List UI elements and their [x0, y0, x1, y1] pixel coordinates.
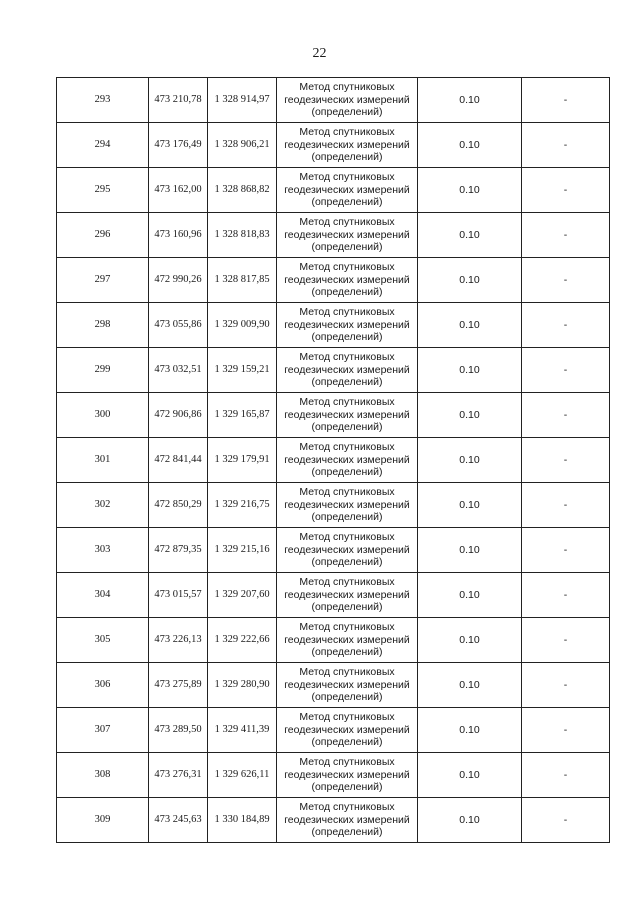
- x-coordinate-cell: 472 906,86: [149, 393, 208, 438]
- accuracy-cell: 0.10: [418, 213, 522, 258]
- x-coordinate-cell: 473 245,63: [149, 798, 208, 843]
- accuracy-cell: 0.10: [418, 393, 522, 438]
- method-line: (определений): [311, 601, 383, 614]
- table-row: [57, 573, 610, 618]
- method-line: геодезических измерений: [284, 543, 410, 556]
- y-coordinate-cell: 1 329 215,16: [208, 528, 277, 573]
- method-line: (определений): [311, 736, 383, 749]
- method-line: Метод спутниковых: [299, 306, 395, 319]
- method-line: геодезических измерений: [284, 453, 410, 466]
- method-line: геодезических измерений: [284, 363, 410, 376]
- coordinates-table: [56, 77, 610, 843]
- y-coordinate-cell: 1 329 280,90: [208, 663, 277, 708]
- method-cell: [277, 708, 418, 753]
- table-row: [57, 78, 610, 123]
- note-cell: -: [522, 618, 610, 663]
- x-coordinate-cell: 473 176,49: [149, 123, 208, 168]
- note-cell: -: [522, 348, 610, 393]
- y-coordinate-cell: 1 329 626,11: [208, 753, 277, 798]
- method-line: (определений): [311, 691, 383, 704]
- method-line: геодезических измерений: [284, 138, 410, 151]
- note-cell: -: [522, 303, 610, 348]
- method-line: (определений): [311, 286, 383, 299]
- y-coordinate-cell: 1 328 914,97: [208, 78, 277, 123]
- method-cell: [277, 573, 418, 618]
- table-row: [57, 483, 610, 528]
- table-row: [57, 663, 610, 708]
- x-coordinate-cell: 473 015,57: [149, 573, 208, 618]
- point-number-cell: 302: [57, 483, 149, 528]
- accuracy-cell: 0.10: [418, 708, 522, 753]
- accuracy-cell: 0.10: [418, 528, 522, 573]
- method-line: Метод спутниковых: [299, 171, 395, 184]
- accuracy-cell: 0.10: [418, 438, 522, 483]
- accuracy-cell: 0.10: [418, 483, 522, 528]
- x-coordinate-cell: 473 210,78: [149, 78, 208, 123]
- x-coordinate-cell: 472 841,44: [149, 438, 208, 483]
- y-coordinate-cell: 1 328 817,85: [208, 258, 277, 303]
- note-cell: -: [522, 78, 610, 123]
- y-coordinate-cell: 1 328 906,21: [208, 123, 277, 168]
- point-number-cell: 306: [57, 663, 149, 708]
- accuracy-cell: 0.10: [418, 123, 522, 168]
- method-line: (определений): [311, 241, 383, 254]
- method-line: (определений): [311, 421, 383, 434]
- point-number-cell: 305: [57, 618, 149, 663]
- method-line: (определений): [311, 466, 383, 479]
- note-cell: -: [522, 663, 610, 708]
- method-line: (определений): [311, 781, 383, 794]
- x-coordinate-cell: 472 990,26: [149, 258, 208, 303]
- point-number-cell: 296: [57, 213, 149, 258]
- x-coordinate-cell: 473 162,00: [149, 168, 208, 213]
- point-number-cell: 299: [57, 348, 149, 393]
- method-line: (определений): [311, 151, 383, 164]
- x-coordinate-cell: 472 850,29: [149, 483, 208, 528]
- x-coordinate-cell: 473 289,50: [149, 708, 208, 753]
- method-line: геодезических измерений: [284, 318, 410, 331]
- method-line: Метод спутниковых: [299, 441, 395, 454]
- method-line: геодезических измерений: [284, 93, 410, 106]
- method-line: Метод спутниковых: [299, 216, 395, 229]
- table-row: [57, 708, 610, 753]
- accuracy-cell: 0.10: [418, 798, 522, 843]
- method-line: (определений): [311, 646, 383, 659]
- point-number-cell: 303: [57, 528, 149, 573]
- y-coordinate-cell: 1 329 165,87: [208, 393, 277, 438]
- y-coordinate-cell: 1 329 207,60: [208, 573, 277, 618]
- point-number-cell: 293: [57, 78, 149, 123]
- method-line: геодезических измерений: [284, 228, 410, 241]
- table-row: [57, 168, 610, 213]
- method-cell: [277, 348, 418, 393]
- table-row: [57, 123, 610, 168]
- note-cell: -: [522, 213, 610, 258]
- table-row: [57, 213, 610, 258]
- point-number-cell: 301: [57, 438, 149, 483]
- y-coordinate-cell: 1 329 179,91: [208, 438, 277, 483]
- method-line: геодезических измерений: [284, 498, 410, 511]
- x-coordinate-cell: 473 226,13: [149, 618, 208, 663]
- note-cell: -: [522, 708, 610, 753]
- method-cell: [277, 483, 418, 528]
- accuracy-cell: 0.10: [418, 78, 522, 123]
- method-line: геодезических измерений: [284, 813, 410, 826]
- x-coordinate-cell: 473 276,31: [149, 753, 208, 798]
- method-line: геодезических измерений: [284, 588, 410, 601]
- method-cell: [277, 753, 418, 798]
- point-number-cell: 300: [57, 393, 149, 438]
- method-line: (определений): [311, 106, 383, 119]
- table-row: [57, 753, 610, 798]
- method-line: Метод спутниковых: [299, 486, 395, 499]
- table-row: [57, 438, 610, 483]
- method-cell: [277, 258, 418, 303]
- method-cell: [277, 438, 418, 483]
- point-number-cell: 309: [57, 798, 149, 843]
- x-coordinate-cell: 473 055,86: [149, 303, 208, 348]
- method-line: геодезических измерений: [284, 678, 410, 691]
- table-row: [57, 393, 610, 438]
- point-number-cell: 295: [57, 168, 149, 213]
- note-cell: -: [522, 123, 610, 168]
- point-number-cell: 308: [57, 753, 149, 798]
- method-line: Метод спутниковых: [299, 351, 395, 364]
- x-coordinate-cell: 473 160,96: [149, 213, 208, 258]
- point-number-cell: 297: [57, 258, 149, 303]
- accuracy-cell: 0.10: [418, 348, 522, 393]
- y-coordinate-cell: 1 329 216,75: [208, 483, 277, 528]
- method-cell: [277, 618, 418, 663]
- note-cell: -: [522, 393, 610, 438]
- note-cell: -: [522, 528, 610, 573]
- x-coordinate-cell: 473 032,51: [149, 348, 208, 393]
- accuracy-cell: 0.10: [418, 168, 522, 213]
- x-coordinate-cell: 472 879,35: [149, 528, 208, 573]
- table-row: [57, 618, 610, 663]
- method-line: (определений): [311, 511, 383, 524]
- method-line: геодезических измерений: [284, 768, 410, 781]
- method-line: (определений): [311, 376, 383, 389]
- accuracy-cell: 0.10: [418, 753, 522, 798]
- method-line: геодезических измерений: [284, 633, 410, 646]
- method-cell: [277, 168, 418, 213]
- point-number-cell: 294: [57, 123, 149, 168]
- method-line: Метод спутниковых: [299, 756, 395, 769]
- method-cell: [277, 528, 418, 573]
- method-cell: [277, 303, 418, 348]
- y-coordinate-cell: 1 329 222,66: [208, 618, 277, 663]
- method-line: геодезических измерений: [284, 273, 410, 286]
- method-cell: [277, 663, 418, 708]
- y-coordinate-cell: 1 328 818,83: [208, 213, 277, 258]
- note-cell: -: [522, 168, 610, 213]
- method-line: Метод спутниковых: [299, 711, 395, 724]
- method-line: Метод спутниковых: [299, 621, 395, 634]
- accuracy-cell: 0.10: [418, 258, 522, 303]
- y-coordinate-cell: 1 329 009,90: [208, 303, 277, 348]
- accuracy-cell: 0.10: [418, 663, 522, 708]
- method-line: (определений): [311, 331, 383, 344]
- y-coordinate-cell: 1 330 184,89: [208, 798, 277, 843]
- method-line: (определений): [311, 196, 383, 209]
- point-number-cell: 307: [57, 708, 149, 753]
- table-row: [57, 258, 610, 303]
- method-cell: [277, 393, 418, 438]
- note-cell: -: [522, 798, 610, 843]
- note-cell: -: [522, 573, 610, 618]
- method-line: геодезических измерений: [284, 183, 410, 196]
- accuracy-cell: 0.10: [418, 303, 522, 348]
- method-line: Метод спутниковых: [299, 261, 395, 274]
- note-cell: -: [522, 438, 610, 483]
- point-number-cell: 298: [57, 303, 149, 348]
- point-number-cell: 304: [57, 573, 149, 618]
- accuracy-cell: 0.10: [418, 573, 522, 618]
- method-line: геодезических измерений: [284, 723, 410, 736]
- y-coordinate-cell: 1 329 411,39: [208, 708, 277, 753]
- method-cell: [277, 798, 418, 843]
- table-row: [57, 528, 610, 573]
- page-number: 22: [312, 46, 327, 61]
- note-cell: -: [522, 753, 610, 798]
- x-coordinate-cell: 473 275,89: [149, 663, 208, 708]
- table-row: [57, 348, 610, 393]
- method-cell: [277, 213, 418, 258]
- y-coordinate-cell: 1 329 159,21: [208, 348, 277, 393]
- method-line: Метод спутниковых: [299, 531, 395, 544]
- method-line: Метод спутниковых: [299, 576, 395, 589]
- y-coordinate-cell: 1 328 868,82: [208, 168, 277, 213]
- note-cell: -: [522, 258, 610, 303]
- method-cell: [277, 78, 418, 123]
- method-line: геодезических измерений: [284, 408, 410, 421]
- method-line: (определений): [311, 556, 383, 569]
- method-line: (определений): [311, 826, 383, 839]
- method-line: Метод спутниковых: [299, 801, 395, 814]
- table-row: [57, 303, 610, 348]
- method-line: Метод спутниковых: [299, 81, 395, 94]
- method-line: Метод спутниковых: [299, 396, 395, 409]
- table-row: [57, 798, 610, 843]
- method-line: Метод спутниковых: [299, 666, 395, 679]
- note-cell: -: [522, 483, 610, 528]
- method-cell: [277, 123, 418, 168]
- method-line: Метод спутниковых: [299, 126, 395, 139]
- table-body: [57, 78, 610, 843]
- accuracy-cell: 0.10: [418, 618, 522, 663]
